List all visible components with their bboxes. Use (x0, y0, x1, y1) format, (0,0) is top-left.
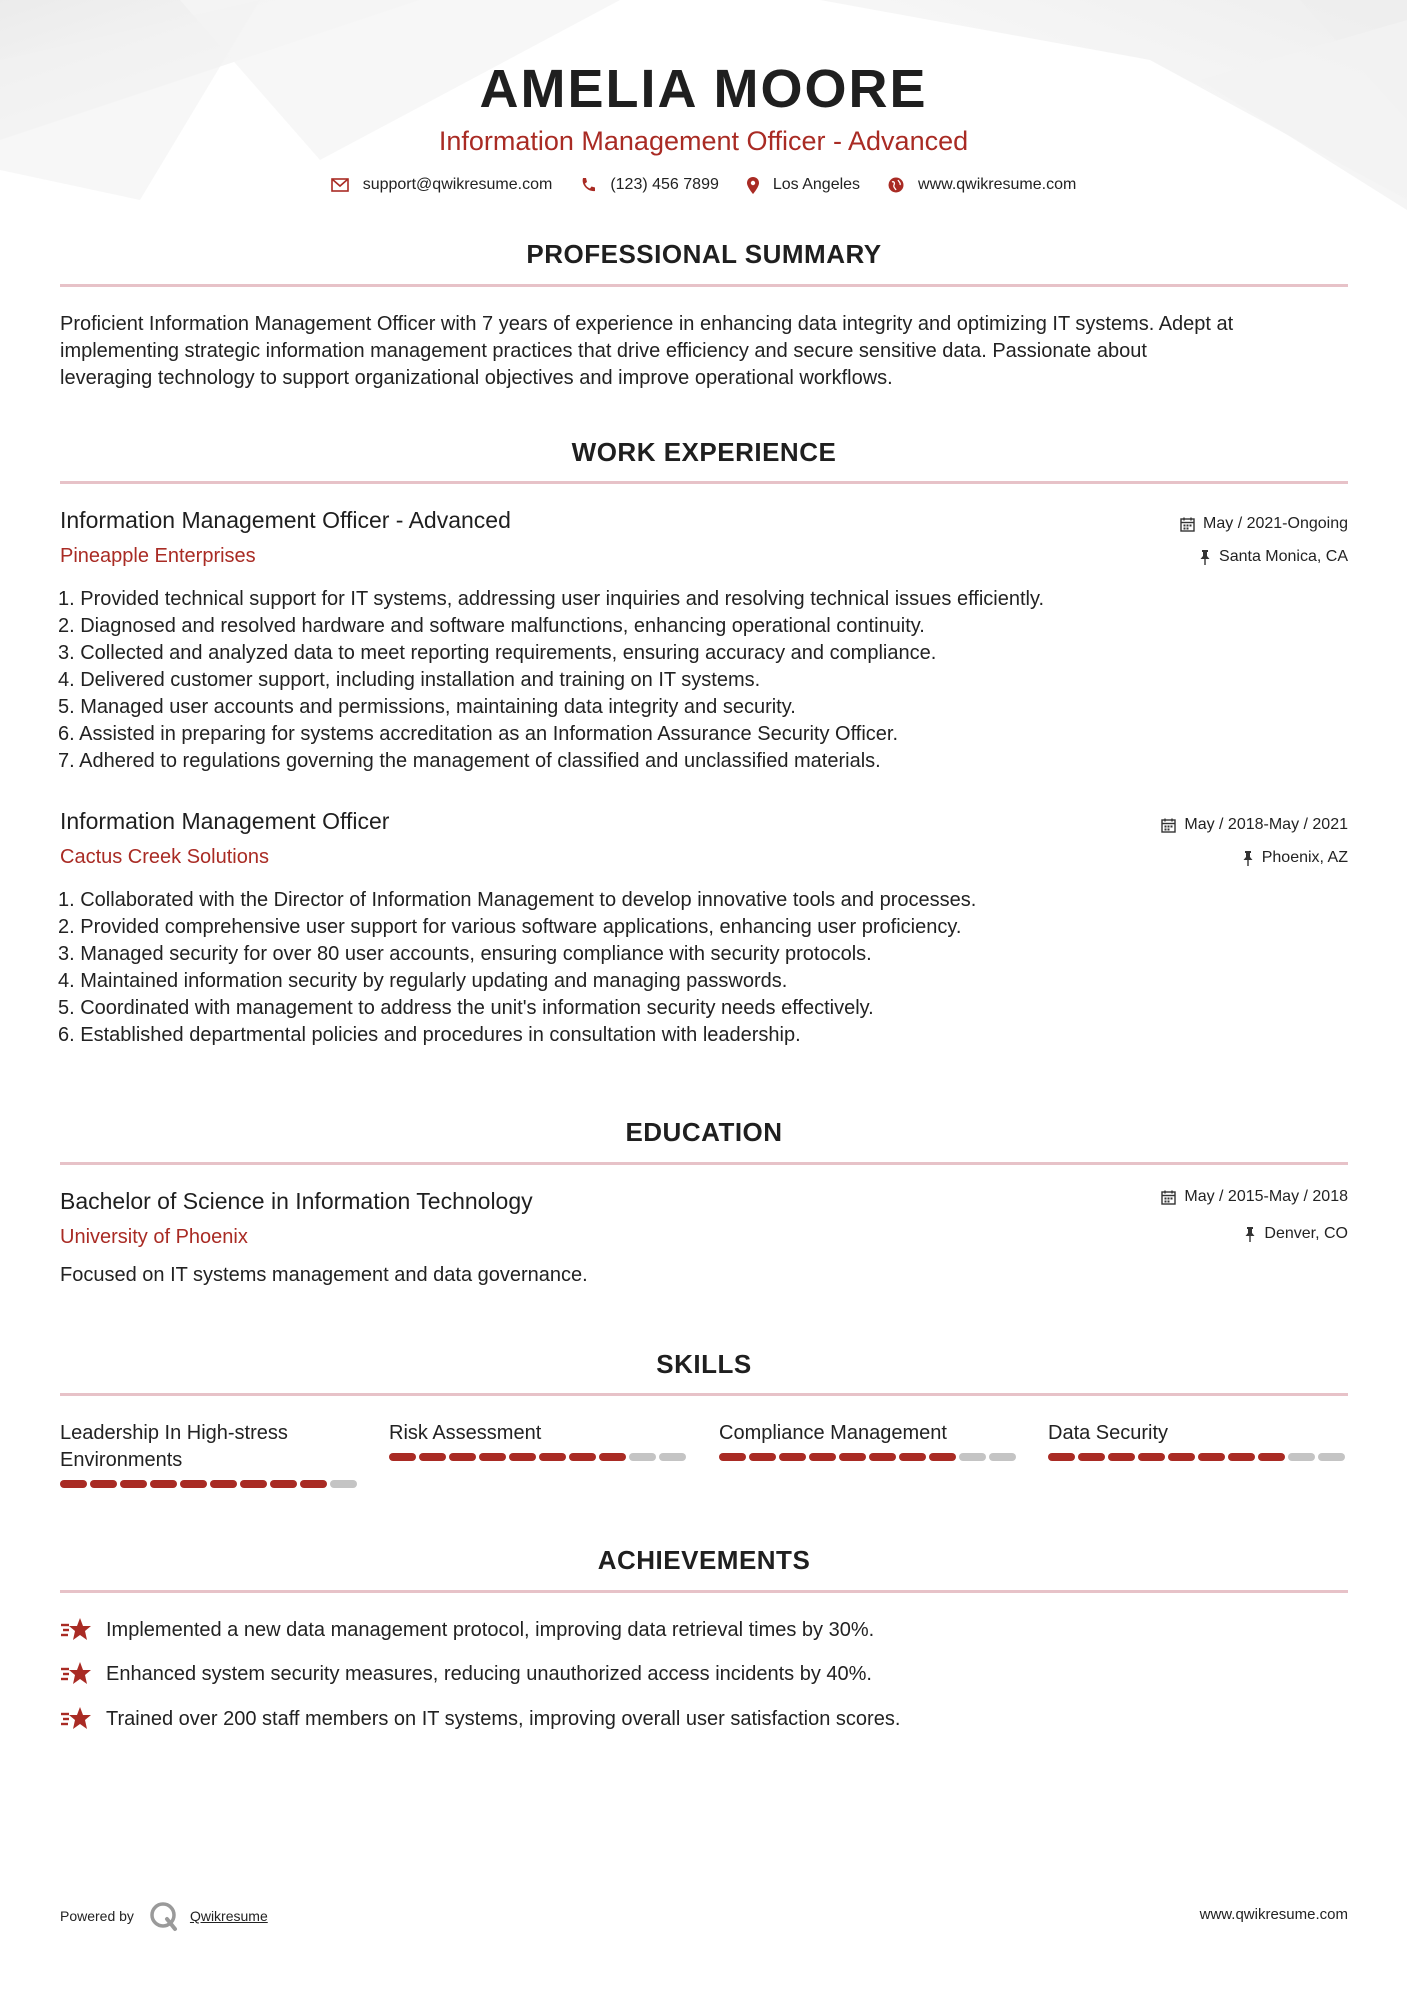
skill-bar-segment-filled (389, 1453, 416, 1461)
skill-bar-segment-filled (479, 1453, 506, 1461)
skill-name-line: Compliance Management (719, 1422, 947, 1444)
skill-item (60, 1420, 360, 1488)
contact-website[interactable] (888, 176, 1076, 194)
contact-bar (0, 176, 1407, 194)
job-bullet: 6. Established departmental policies and procedures in consultation with leadership. (58, 1024, 801, 1046)
skill-bar-segment-filled (599, 1453, 626, 1461)
achievement-item (60, 1617, 874, 1643)
envelope-icon (331, 178, 349, 192)
summary-line: Proficient Information Management Officer with 7 years of experience in enhancing data integrity and optimizing IT systems. Adept at (60, 313, 1234, 335)
job-dates-text: May / 2021-Ongoing (1203, 515, 1348, 532)
achievements-heading: ACHIEVEMENTS (597, 1545, 811, 1575)
skill-name-line: Risk Assessment (389, 1422, 542, 1444)
pin-icon (1244, 1227, 1256, 1242)
company-name: Pineapple Enterprises (60, 545, 256, 567)
skills-heading: SKILLS (656, 1349, 752, 1379)
skill-bar-segment-filled (240, 1480, 267, 1488)
skill-bar-segment-empty (989, 1453, 1016, 1461)
section-divider (60, 1162, 1348, 1165)
qwikresume-logo-icon (148, 1900, 180, 1932)
job-title: Information Management Officer (60, 808, 390, 834)
contact-location-text: Los Angeles (772, 176, 861, 193)
skill-bar-segment-filled (449, 1453, 476, 1461)
job-bullet-list (58, 887, 1308, 1049)
job-bullet: 2. Provided comprehensive user support for various software applications, enhancing user proficiency. (58, 916, 962, 938)
skill-bar-segment-filled (1138, 1453, 1165, 1461)
job-dates (1161, 816, 1348, 834)
job-bullet: 5. Managed user accounts and permissions, maintaining data integrity and security. (58, 696, 796, 718)
job-bullet: 5. Coordinated with management to address the unit's information security needs effectively. (58, 997, 874, 1019)
education-description: Focused on IT systems management and data governance. (60, 1264, 588, 1286)
skill-name (1048, 1420, 1348, 1447)
summary-text (60, 311, 1350, 392)
skill-name-line: Environments (60, 1449, 183, 1471)
education-heading: EDUCATION (625, 1117, 783, 1147)
education-dates-text: May / 2015-May / 2018 (1184, 1188, 1348, 1205)
job-bullet: 4. Delivered customer support, including installation and training on IT systems. (58, 669, 761, 691)
skill-bar-segment-filled (749, 1453, 776, 1461)
skill-bar-segment-filled (150, 1480, 177, 1488)
experience-heading: WORK EXPERIENCE (571, 437, 837, 467)
school-name: University of Phoenix (60, 1226, 248, 1248)
skill-rating-bar (389, 1453, 689, 1461)
job-bullet: 4. Maintained information security by regularly updating and managing passwords. (58, 970, 788, 992)
section-divider (60, 1590, 1348, 1593)
contact-email[interactable] (331, 176, 553, 194)
skill-name (60, 1420, 360, 1474)
skill-bar-segment-filled (1198, 1453, 1225, 1461)
degree-title: Bachelor of Science in Information Technology (60, 1188, 533, 1214)
skill-name-line: Leadership In High-stress (60, 1422, 288, 1444)
skill-bar-segment-filled (1228, 1453, 1255, 1461)
skill-bar-segment-filled (419, 1453, 446, 1461)
pin-icon (1199, 550, 1211, 565)
contact-website-text: www.qwikresume.com (918, 176, 1077, 193)
job-bullet-list (58, 586, 1308, 775)
skill-rating-bar (719, 1453, 1019, 1461)
summary-line: leveraging technology to support organizational objectives and improve operational workflows. (60, 367, 893, 389)
candidate-title: Information Management Officer - Advanced (438, 126, 969, 156)
skill-name (719, 1420, 1019, 1447)
star-icon (60, 1617, 92, 1643)
skill-bar-segment-filled (539, 1453, 566, 1461)
achievement-text: Trained over 200 staff members on IT systems, improving overall user satisfaction scores. (106, 1707, 901, 1730)
achievement-text: Enhanced system security measures, reducing unauthorized access incidents by 40%. (106, 1662, 872, 1685)
education-location-text: Denver, CO (1264, 1225, 1348, 1242)
skill-bar-segment-filled (180, 1480, 207, 1488)
skill-name (389, 1420, 689, 1447)
job-dates (1180, 515, 1348, 533)
footer-website[interactable]: www.qwikresume.com (1199, 1906, 1348, 1923)
job-bullet: 1. Provided technical support for IT systems, addressing user inquiries and resolving technical issues efficiently. (58, 588, 1045, 610)
education-dates (1161, 1188, 1348, 1206)
calendar-icon (1161, 818, 1176, 833)
job-bullet: 3. Managed security for over 80 user accounts, ensuring compliance with security protocols. (58, 943, 872, 965)
calendar-icon (1161, 1190, 1176, 1205)
footer-powered-by (60, 1900, 268, 1932)
skill-bar-segment-filled (1078, 1453, 1105, 1461)
skill-bar-segment-empty (330, 1480, 357, 1488)
star-icon (60, 1661, 92, 1687)
contact-phone[interactable] (580, 176, 719, 194)
pin-icon (1242, 851, 1254, 866)
section-divider (60, 1393, 1348, 1396)
job-bullet: 6. Assisted in preparing for systems accreditation as an Information Assurance Security Officer. (58, 723, 899, 745)
skill-bar-segment-filled (839, 1453, 866, 1461)
skill-item (1048, 1420, 1348, 1461)
job-location-text: Santa Monica, CA (1219, 548, 1348, 565)
skill-bar-segment-filled (929, 1453, 956, 1461)
skill-bar-segment-filled (779, 1453, 806, 1461)
map-marker-icon (747, 177, 759, 194)
achievement-item (60, 1661, 872, 1687)
skill-bar-segment-filled (1108, 1453, 1135, 1461)
job-bullet: 2. Diagnosed and resolved hardware and software malfunctions, enhancing operational continuity. (58, 615, 925, 637)
job-bullet: 3. Collected and analyzed data to meet reporting requirements, ensuring accuracy and compliance. (58, 642, 937, 664)
skill-bar-segment-filled (1048, 1453, 1075, 1461)
skill-rating-bar (1048, 1453, 1348, 1461)
company-name: Cactus Creek Solutions (60, 846, 269, 868)
skill-bar-segment-empty (1318, 1453, 1345, 1461)
job-location-text: Phoenix, AZ (1261, 849, 1348, 866)
job-title: Information Management Officer - Advanced (60, 507, 511, 533)
skill-bar-segment-filled (90, 1480, 117, 1488)
section-divider (60, 284, 1348, 287)
skill-bar-segment-filled (120, 1480, 147, 1488)
skill-bar-segment-filled (1168, 1453, 1195, 1461)
contact-phone-text: (123) 456 7899 (610, 176, 719, 193)
contact-email-text: support@qwikresume.com (362, 176, 553, 193)
skill-item (719, 1420, 1019, 1461)
summary-line: implementing strategic information management practices that drive efficiency and secure sensitive data. Passionate about (60, 340, 1147, 362)
resume-header (0, 58, 1407, 194)
summary-heading: PROFESSIONAL SUMMARY (526, 239, 882, 269)
powered-by-label: Powered by (60, 1908, 134, 1924)
skill-bar-segment-empty (659, 1453, 686, 1461)
education-location (1244, 1225, 1348, 1243)
skill-bar-segment-filled (270, 1480, 297, 1488)
skill-bar-segment-filled (899, 1453, 926, 1461)
skill-bar-segment-filled (210, 1480, 237, 1488)
job-bullet: 7. Adhered to regulations governing the management of classified and unclassified materials. (58, 750, 881, 772)
skill-bar-segment-filled (1258, 1453, 1285, 1461)
skill-bar-segment-empty (959, 1453, 986, 1461)
section-divider (60, 481, 1348, 484)
skill-bar-segment-filled (719, 1453, 746, 1461)
skill-bar-segment-filled (869, 1453, 896, 1461)
candidate-name: AMELIA MOORE (479, 59, 928, 119)
globe-icon (888, 177, 904, 193)
qwikresume-link[interactable]: Qwikresume (189, 1908, 268, 1924)
skill-bar-segment-empty (629, 1453, 656, 1461)
calendar-icon (1180, 517, 1195, 532)
skill-bar-segment-filled (60, 1480, 87, 1488)
skill-rating-bar (60, 1480, 360, 1488)
achievement-item (60, 1706, 900, 1732)
skill-bar-segment-filled (809, 1453, 836, 1461)
contact-location (747, 176, 860, 194)
achievement-text: Implemented a new data management protocol, improving data retrieval times by 30%. (106, 1618, 875, 1641)
star-icon (60, 1706, 92, 1732)
job-dates-text: May / 2018-May / 2021 (1184, 816, 1348, 833)
skill-name-line: Data Security (1048, 1422, 1169, 1444)
job-bullet: 1. Collaborated with the Director of Information Management to develop innovative tools and processes. (58, 889, 977, 911)
job-location (1199, 548, 1348, 566)
job-location (1242, 849, 1348, 867)
skill-bar-segment-filled (509, 1453, 536, 1461)
skill-bar-segment-empty (1288, 1453, 1315, 1461)
phone-icon (580, 177, 596, 193)
skill-item (389, 1420, 689, 1461)
skill-bar-segment-filled (300, 1480, 327, 1488)
skill-bar-segment-filled (569, 1453, 596, 1461)
